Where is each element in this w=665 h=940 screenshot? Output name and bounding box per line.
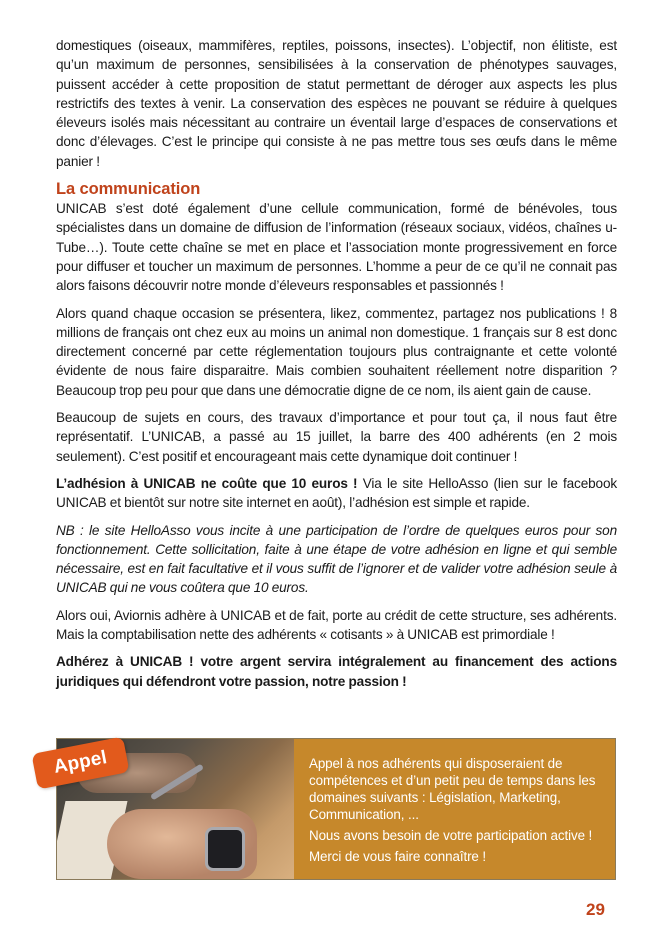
paragraph-share: Alors quand chaque occasion se présentera, likez, commentez, partagez nos publications ! 8 millions de français ont chez eux au moins un animal non domestique. 1 français sur 8 est donc directement concerné par cette réglementation toujours plus contraignante et cette volonté évidente de nous faire disparaitre. Mais combien souhaitent réellement notre disparition ? Beaucoup trop peu pour que dans une démocratie digne de ce nom, ils aient gain de cause.	[56, 305, 617, 398]
page-number: 29	[586, 900, 605, 919]
call-to-action: Adhérez à UNICAB ! votre argent servira intégralement au financement des actions juridiques qui défendront votre passion, notre passion !	[56, 654, 617, 689]
appel-text-panel	[294, 739, 615, 879]
appel-tag-label: Appel	[31, 736, 129, 789]
membership-price-highlight: L’adhésion à UNICAB ne coûte que 10 euros !	[56, 475, 358, 491]
article-body	[56, 36, 617, 699]
appel-line-request: Appel à nos adhérents qui disposeraient de compétences et d’un petit peu de temps dans les domaines suivants : Législation, Marketing, Communication, ...	[309, 756, 596, 822]
appel-line-thanks: Merci de vous faire connaître !	[309, 849, 487, 864]
paragraph-representation: Beaucoup de sujets en cours, des travaux d’importance et pour tout ça, il nous faut être représentatif. L’UNICAB, a passé au 15 juillet, la barre des 400 adhérents (en 2 mois seulement). C’est positif et encourageant mais cette dynamique doit continuer !	[56, 410, 617, 464]
section-heading-communication: La communication	[56, 180, 201, 199]
intro-paragraph: domestiques (oiseaux, mammifères, reptiles, poissons, insectes). L’objectif, non élitiste, est qu’un maximum de personnes, sensibilisées à la conservation de phénotypes sauvages, puissent accéder à cette proposition de statut permettant de déroger aux aspects les plus restrictifs des textes à venir. La conservation des espèces ne pouvant se réduire à quelques éleveurs isolés mais nécessitant au contraire un éventail large d’espaces de conservations et donc d’élevages. C’est le principe qui consiste à ne pas mettre tous ses œufs dans le même panier !	[56, 38, 617, 169]
membership-details: Via le site HelloAsso (lien sur le facebook UNICAB et bientôt sur notre site internet en août), l’adhésion est simple et rapide.	[56, 475, 617, 511]
watch-icon	[205, 827, 245, 871]
paragraph-membership	[56, 474, 617, 513]
appel-callout-box	[56, 738, 616, 880]
appel-line-participation: Nous avons besoin de votre participation active !	[309, 828, 593, 843]
note-helloasso: NB : le site HelloAsso vous incite à une participation de l’ordre de quelques euros pour son fonctionnement. Cette sollicitation, faite à une étape de votre adhésion en ligne et qui semble nécessaire, est en fait facultative et il vous suffit de l’ignorer et de valider votre adhésion seule à UNICAB qui ne vous coûtera que 10 euros.	[56, 522, 617, 596]
paragraph-aviornis: Alors oui, Aviornis adhère à UNICAB et de fait, porte au crédit de cette structure, ses adhérents. Mais la comptabilisation nette des adhérents « cotisants » à UNICAB est primordiale !	[56, 607, 617, 643]
paragraph-communication: UNICAB s’est doté également d’une cellule communication, formé de bénévoles, tous spécialistes dans un domaine de diffusion de l’information (réseaux sociaux, vidéos, chaînes u-Tube…). Toute cette chaîne se met en place et l’association monte progressivement en force pour diffuser et toucher un maximum de personnes. L’homme a peur de ce qu’il ne connait pas alors faisons découvrir notre monde d’éleveurs responsables et passionnés !	[56, 201, 617, 294]
